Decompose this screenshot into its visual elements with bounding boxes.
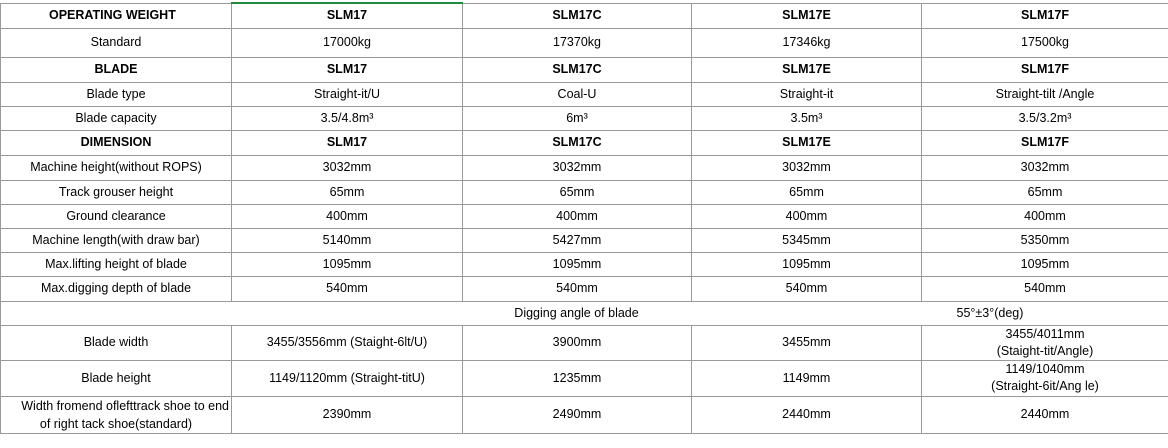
cell-slm17f: 65mm (922, 180, 1168, 204)
cell-slm17e: 1149mm (692, 360, 922, 396)
cell-slm17c: 65mm (463, 180, 692, 204)
cell-slm17c: 5427mm (463, 228, 692, 252)
cell-slm17f (922, 360, 1168, 396)
spec-table (0, 2, 1168, 434)
row-label-max-lifting-height: Max.lifting height of blade (1, 252, 232, 276)
cell-slm17f: 400mm (922, 204, 1168, 228)
row-label-max-digging-depth: Max.digging depth of blade (1, 276, 232, 301)
row-label-machine-height: Machine height(without ROPS) (1, 155, 232, 180)
cell-slm17e: 1095mm (692, 252, 922, 276)
cell-slm17f: 3032mm (922, 155, 1168, 180)
cell-slm17: 540mm (232, 276, 463, 301)
dimension-header-row (1, 130, 1168, 155)
table-row (1, 155, 1168, 180)
cell-slm17e: 540mm (692, 276, 922, 301)
model-slm17f-header: SLM17F (922, 57, 1168, 82)
cell-slm17: 3.5/4.8m³ (232, 106, 463, 130)
cell-slm17f: Straight-tilt /Angle (922, 82, 1168, 106)
blade-section-title: BLADE (1, 57, 232, 82)
cell-slm17c: 1235mm (463, 360, 692, 396)
row-label-blade-type: Blade type (1, 82, 232, 106)
cell-slm17c: Coal-U (463, 82, 692, 106)
row-label-line1: Width fromend oflefttrack shoe to end (21, 398, 229, 413)
row-label-ground-clearance: Ground clearance (1, 204, 232, 228)
cell-slm17e: 65mm (692, 180, 922, 204)
model-slm17f-header: SLM17F (922, 3, 1168, 28)
table-row (1, 360, 1168, 396)
cell-slm17c: 3032mm (463, 155, 692, 180)
cell-slm17f: 5350mm (922, 228, 1168, 252)
model-slm17c-header: SLM17C (463, 57, 692, 82)
row-label-standard: Standard (1, 28, 232, 57)
cell-slm17e: 5345mm (692, 228, 922, 252)
cell-slm17: 5140mm (232, 228, 463, 252)
table-row (1, 276, 1168, 301)
cell-slm17f-line1: 3455/4011mm (1005, 326, 1085, 341)
cell-slm17: 2390mm (232, 396, 463, 433)
table-row (1, 252, 1168, 276)
row-label-track-width (1, 396, 232, 433)
table-row (1, 28, 1168, 57)
row-label-line2: of right tack shoe(standard) (39, 416, 193, 431)
row-label-blade-height: Blade height (1, 360, 232, 396)
cell-slm17f: 2440mm (922, 396, 1168, 433)
table-row (1, 396, 1168, 433)
operating-weight-header-row (1, 3, 1168, 28)
cell-slm17: 1095mm (232, 252, 463, 276)
cell-slm17f: 540mm (922, 276, 1168, 301)
cell-slm17e: 2440mm (692, 396, 922, 433)
cell-slm17e: 400mm (692, 204, 922, 228)
cell-slm17: 3455/3556mm (Staight-6lt/U) (232, 325, 463, 360)
operating-weight-title: OPERATING WEIGHT (1, 3, 232, 28)
dimension-section-title: DIMENSION (1, 130, 232, 155)
cell-slm17c: 3900mm (463, 325, 692, 360)
model-slm17c-header: SLM17C (463, 130, 692, 155)
digging-angle-row (1, 301, 1168, 325)
cell-slm17e: 3032mm (692, 155, 922, 180)
model-slm17-header: SLM17 (232, 57, 463, 82)
model-slm17e-header: SLM17E (692, 57, 922, 82)
cell-slm17f: 1095mm (922, 252, 1168, 276)
cell-slm17c: 1095mm (463, 252, 692, 276)
cell-slm17f-line2: (Straight-6it/Ang le) (991, 379, 1099, 393)
cell-slm17e: 3455mm (692, 325, 922, 360)
model-slm17f-header: SLM17F (922, 130, 1168, 155)
row-label-blade-capacity: Blade capacity (1, 106, 232, 130)
row-label-blade-width: Blade width (1, 325, 232, 360)
blade-header-row (1, 57, 1168, 82)
table-row (1, 106, 1168, 130)
cell-slm17e: Straight-it (692, 82, 922, 106)
cell-slm17: 65mm (232, 180, 463, 204)
table-row (1, 82, 1168, 106)
model-slm17e-header: SLM17E (692, 3, 922, 28)
cell-slm17: Straight-it/U (232, 82, 463, 106)
cell-slm17f: 3.5/3.2m³ (922, 106, 1168, 130)
table-row (1, 204, 1168, 228)
cell-slm17: 3032mm (232, 155, 463, 180)
cell-slm17e: 3.5m³ (692, 106, 922, 130)
cell-slm17f: 17500kg (922, 28, 1168, 57)
row-label-track-grouser-height: Track grouser height (1, 180, 232, 204)
table-row (1, 228, 1168, 252)
cell-slm17f-line2: (Staight-tit/Angle) (996, 343, 1094, 358)
cell-slm17c: 540mm (463, 276, 692, 301)
cell-slm17: 1149/1120mm (Straight-titU) (232, 360, 463, 396)
digging-angle-empty-cell (1, 301, 232, 325)
model-slm17-header: SLM17 (232, 130, 463, 155)
cell-slm17c: 6m³ (463, 106, 692, 130)
cell-slm17c: 17370kg (463, 28, 692, 57)
row-label-machine-length: Machine length(with draw bar) (1, 228, 232, 252)
digging-angle-value: 55°±3°(deg) (922, 301, 1168, 325)
model-slm17e-header: SLM17E (692, 130, 922, 155)
model-slm17-header[interactable]: SLM17 (232, 3, 463, 28)
cell-slm17c: 2490mm (463, 396, 692, 433)
cell-slm17f-line1: 1149/1040mm (1005, 362, 1085, 376)
digging-angle-label: Digging angle of blade (232, 301, 922, 325)
cell-slm17e: 17346kg (692, 28, 922, 57)
cell-slm17c: 400mm (463, 204, 692, 228)
cell-slm17: 400mm (232, 204, 463, 228)
cell-slm17: 17000kg (232, 28, 463, 57)
table-row (1, 180, 1168, 204)
cell-slm17f (922, 325, 1168, 360)
model-slm17c-header: SLM17C (463, 3, 692, 28)
table-row (1, 325, 1168, 360)
